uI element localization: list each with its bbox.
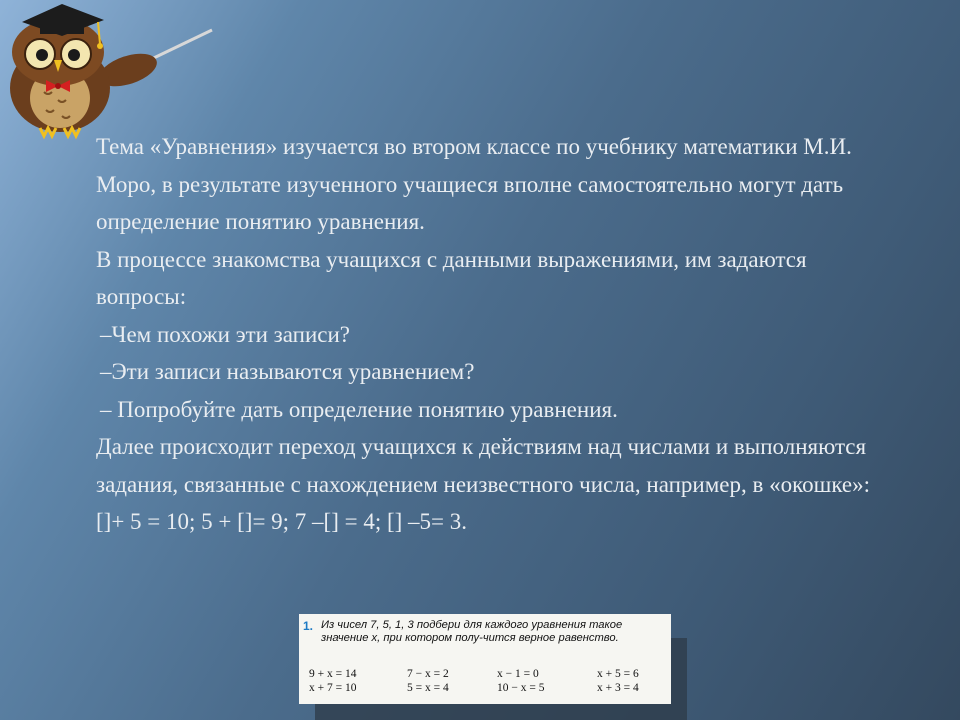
question-3: – Попробуйте дать определение понятию уравнения. xyxy=(100,396,618,422)
paragraph-topic xyxy=(96,128,896,241)
equation: x − 1 = 0 xyxy=(497,668,539,680)
body-text xyxy=(96,128,896,541)
paragraph-topic-text: Тема «Уравнения» изучается во втором классе по учебнику математики М.И. Моро, в результате изученного учащиеся вполне самостоятельно могут дать определение понятию уравнения. xyxy=(96,134,852,234)
task-text: Из чисел 7, 5, 1, 3 подбери для каждого уравнения такое значение x, при котором полу-чится верное равенство. xyxy=(321,619,623,644)
equation: x + 5 = 6 xyxy=(597,668,639,680)
equation: 7 − x = 2 xyxy=(407,668,449,680)
task-number: 1. xyxy=(303,619,314,633)
equation: x + 7 = 10 xyxy=(309,682,357,694)
equation-grid xyxy=(309,668,661,694)
question-2: –Эти записи называются уравнением? xyxy=(100,359,475,384)
equation: 5 = x = 4 xyxy=(407,682,449,694)
paragraph-process-text: В процессе знакомства учащихся с данными выражениями, им задаются вопросы: xyxy=(96,246,807,309)
equation: x + 3 = 4 xyxy=(597,682,639,694)
owl-teacher-icon xyxy=(0,0,220,140)
paragraph-next: Далее происходит переход учащихся к действиям над числами и выполняются задания, связанные с нахождением неизвестного числа, например, в «окошке»: []+ 5 = 10; 5 + []= 9; 7 –[] = 4; [] –5= 3. xyxy=(96,434,871,534)
equation: 9 + x = 14 xyxy=(309,668,357,680)
textbook-task-card xyxy=(299,614,671,704)
question-1: –Чем похожи эти записи? xyxy=(100,321,351,347)
equation: 10 − x = 5 xyxy=(497,682,545,694)
paragraph-process xyxy=(96,241,896,316)
